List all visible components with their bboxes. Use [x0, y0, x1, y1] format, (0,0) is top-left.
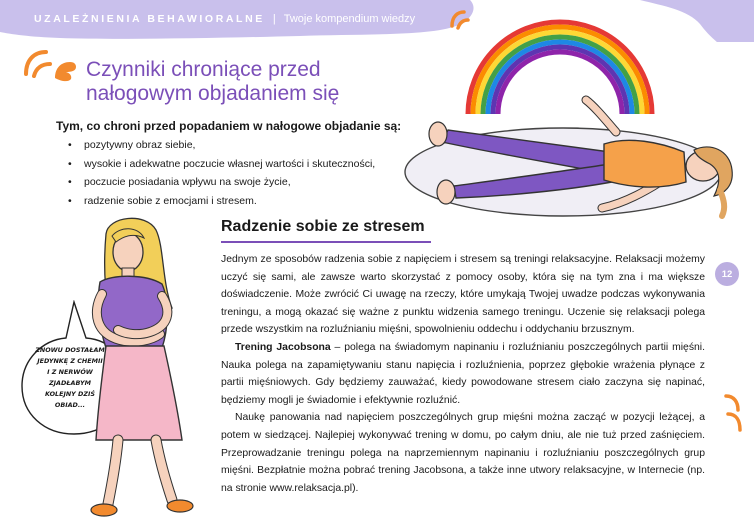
speech-line: JEDYNKĘ Z CHEMII — [37, 357, 103, 365]
stressed-woman-illustration — [86, 212, 210, 524]
running-header — [34, 13, 415, 25]
relaxation-illustration — [398, 14, 738, 228]
section-heading-underline — [221, 241, 431, 243]
paragraph: Jednym ze sposobów radzenia sobie z napięciem i stresem są treningi relaksacyjne. Relaksacji możemy uczyć się sami, ale zawsze warto skorzystać z pomocy osoby, która się na tym zna i ma większe doświadczenie. Może zwrócić Ci uwagę na rzeczy, które umykają Twojej uwadze podczas wykonywania treningu, a mogą okazać się ważne z punktu widzenia samego treningu. Uczenie się relaksacji polega przede wszystkim na rozluźnianiu mięśni, spowolnieniu oddechu i oddychaniu brzusznym. — [221, 254, 705, 336]
page-number-badge: 12 — [715, 262, 739, 286]
speech-line: ZJADŁABYM — [49, 379, 91, 387]
paragraph-text: – polega na świadomym napinaniu i rozluźnianiu poszczególnych partii mięśni. Nauka polega na zapamiętywaniu stanu napięcia i rozluźnienia, poprzez głębokie wrażenia płynące z partii mięśniowych. Gdy będziemy zauważać, kiedy powodowane stresem ciało zaczyna się napinać, będziemy mogli je świadomie i efektywnie rozluźnić. — [221, 341, 705, 406]
speech-line: OBIAD... — [54, 401, 86, 409]
list-item: • poczucie posiadania wpływu na swoje życie, — [56, 173, 375, 192]
decoration-flourish-icon — [720, 388, 746, 440]
paragraph: Naukę panowania nad napięciem poszczególnych grup mięśni można zacząć w pozycji leżącej, a potem w siedzącej. Najlepiej wykonywać trening w domu, po całym dniu, ale nie tuż przed zaśnięciem. Przeprowadzanie treningu polega na naprzemiennym napinaniu i rozluźnianiu poszczególnych grup mięśni. Bezpłatnie można pobrać trening Jacobsona, a także inne utwory relaksacyjne, w Internecie (np. na stronie www.relaksacja.pl). — [221, 412, 705, 494]
page-title-line1: Czynniki chroniące przed — [86, 58, 321, 81]
header-separator: | — [272, 13, 276, 25]
page-title — [86, 58, 339, 106]
term-highlight: Trening Jacobsona — [235, 341, 331, 353]
rainbow-icon — [468, 22, 652, 114]
series-title: UZALEŻNIENIA BEHAWIORALNE — [34, 13, 265, 25]
article-body — [221, 251, 705, 497]
protective-factors-lead: Tym, co chroni przed popadaniem w nałogowe objadanie są: — [56, 119, 402, 133]
series-subtitle: Twoje kompendium wiedzy — [283, 13, 416, 25]
speech-line: I Z NERWÓW — [47, 368, 93, 376]
section-heading: Radzenie sobie ze stresem — [221, 218, 425, 235]
speech-line: KOLEJNY DZIŚ — [45, 390, 95, 398]
speech-line: ZNOWU DOSTAŁAM — [35, 346, 105, 354]
list-item: • pozytywny obraz siebie, — [56, 136, 375, 155]
decoration-flourish-icon — [20, 46, 54, 80]
list-item: • radzenie sobie z emocjami i stresem. — [56, 192, 375, 211]
title-marker-icon — [52, 58, 78, 82]
protective-factors-list — [56, 136, 375, 210]
paragraph — [221, 339, 705, 409]
list-item: • wysokie i adekwatne poczucie własnej wartości i skuteczności, — [56, 155, 375, 174]
page-title-line2: nałogowym objadaniem się — [86, 82, 340, 105]
